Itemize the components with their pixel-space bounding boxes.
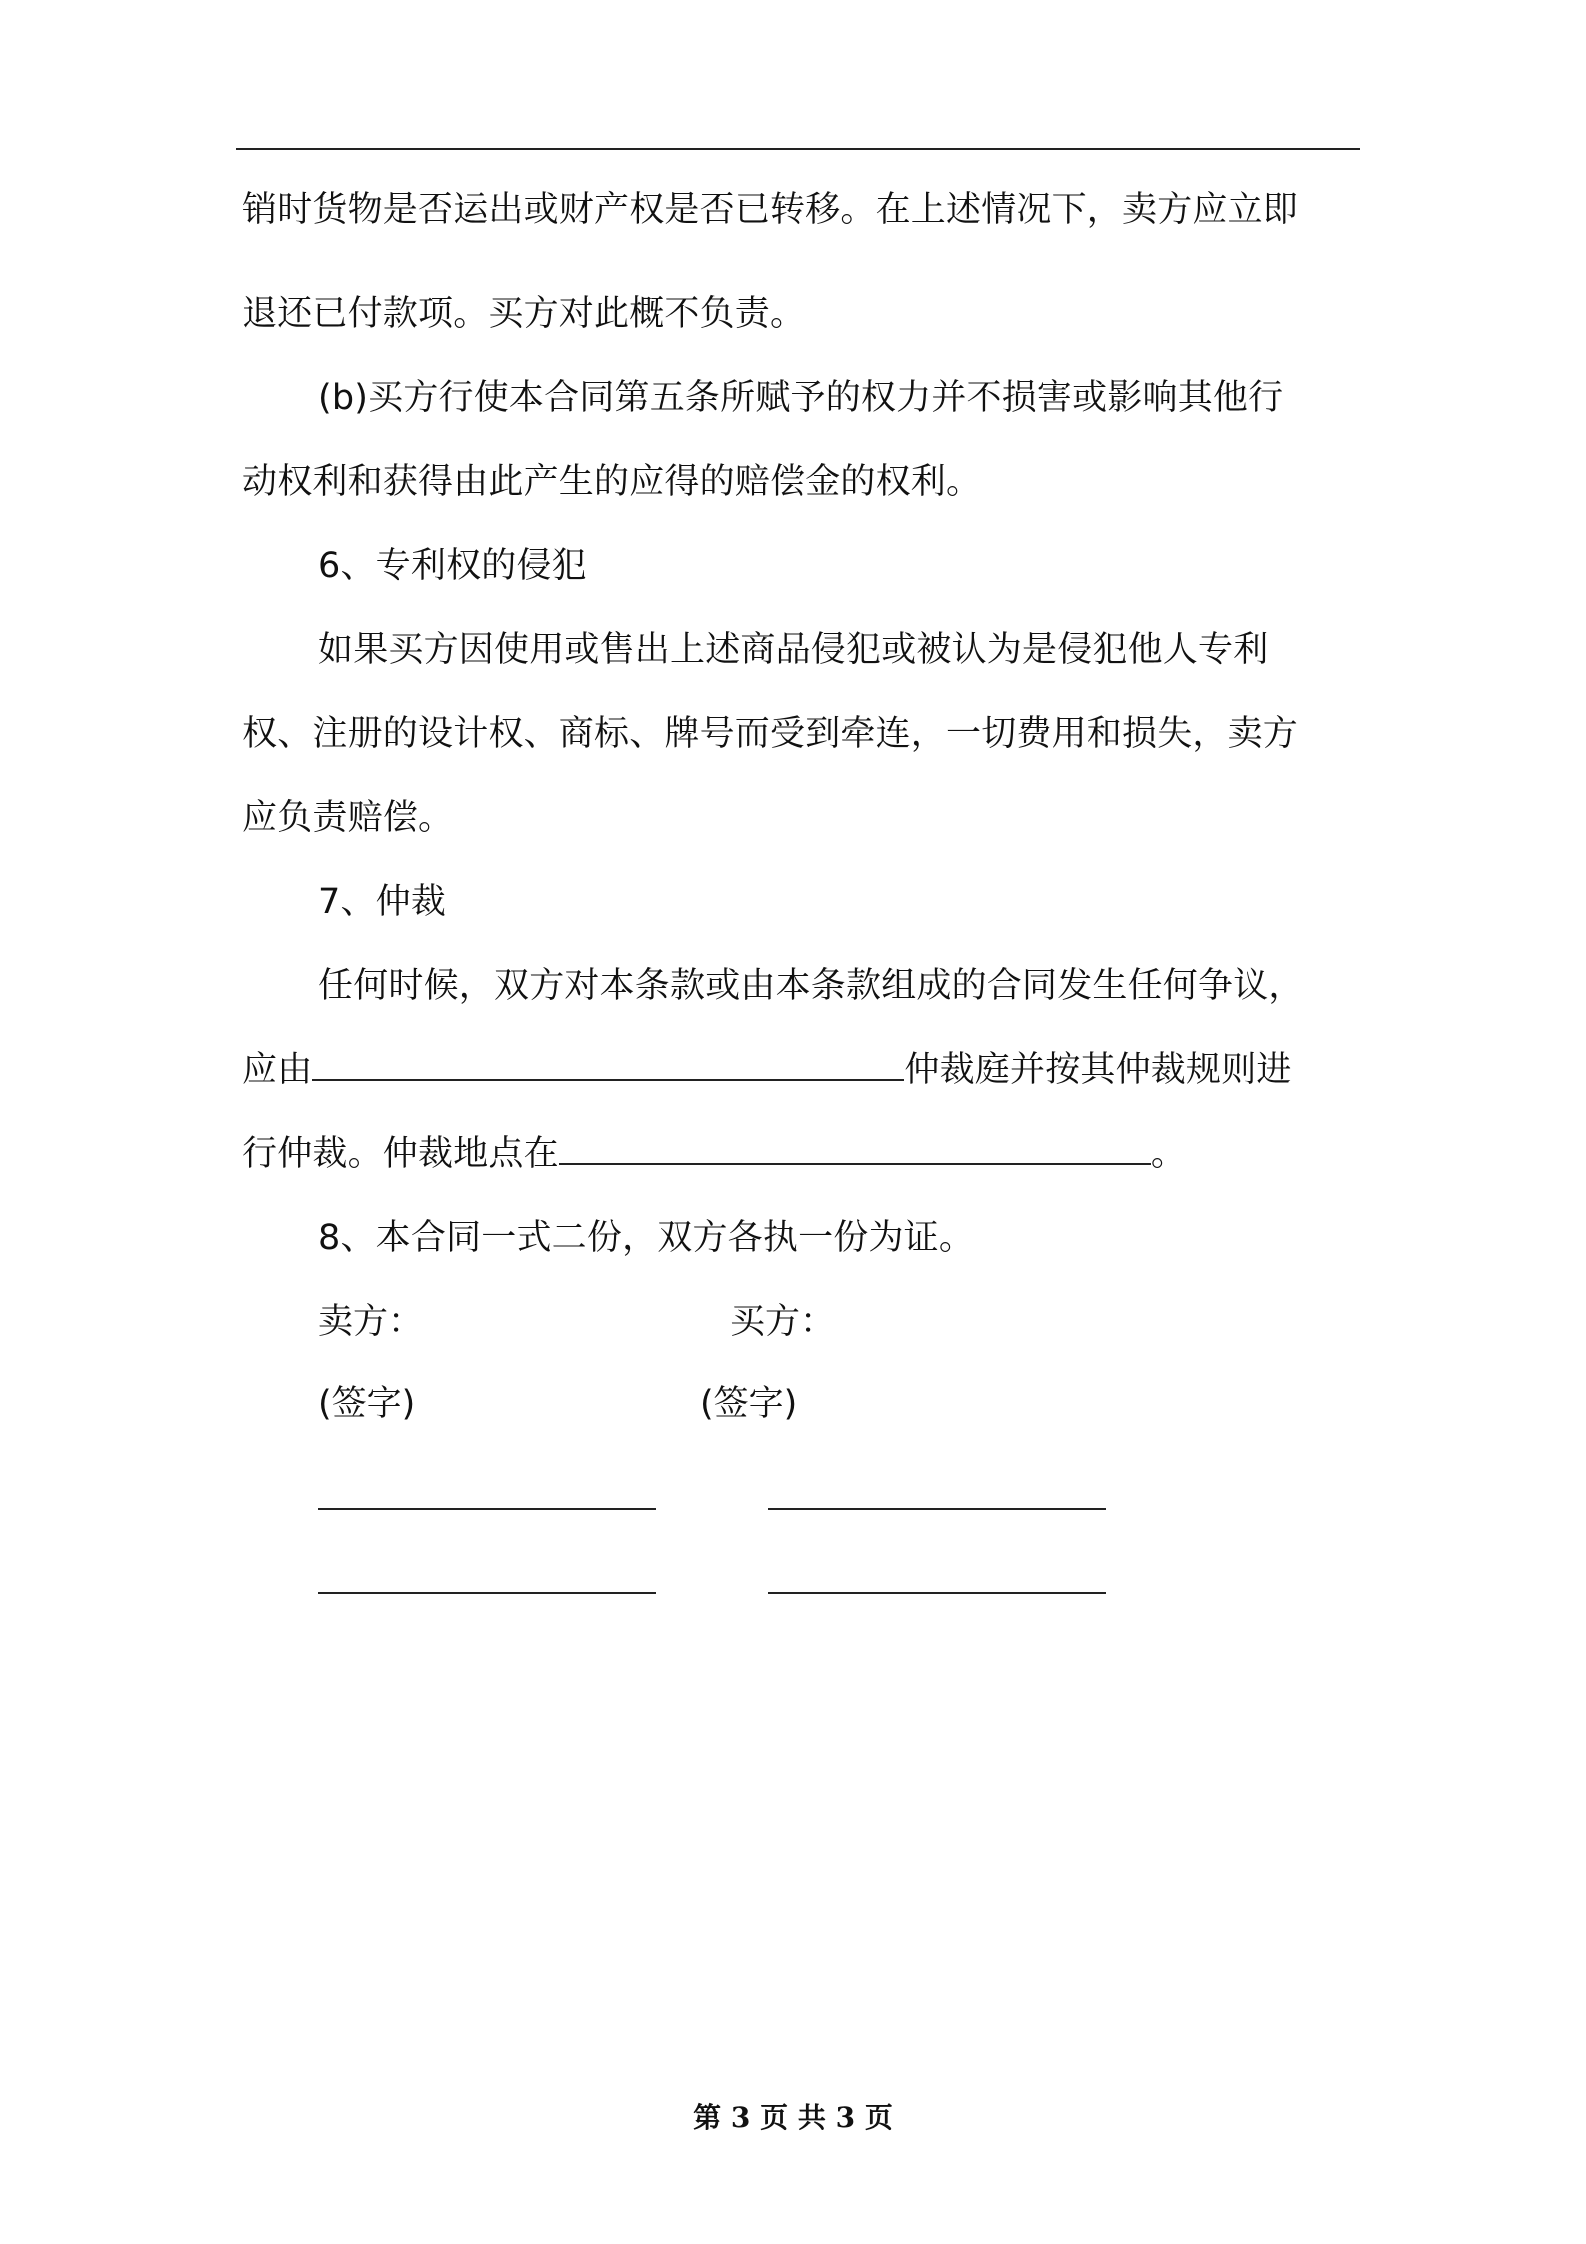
seller-label: 卖方： [318, 1302, 424, 1342]
arbitration-line [242, 1046, 1292, 1094]
paragraph-line: 动权利和获得由此产生的应得的赔偿金的权利。 [242, 462, 982, 502]
buyer-signature-note: (签字) [700, 1384, 798, 1424]
section-heading-arbitration: 7、仲裁 [318, 882, 447, 922]
page-indicator: 第 3 页 共 3 页 [693, 2101, 893, 2134]
paragraph-line: 销时货物是否运出或财产权是否已转移。在上述情况下，卖方应立即 [242, 190, 1299, 230]
buyer-label: 买方： [730, 1302, 836, 1342]
arbitration-place-suffix: 。 [1150, 1134, 1187, 1174]
paragraph-line: 8、本合同一式二份，双方各执一份为证。 [318, 1218, 975, 1258]
arbitration-place-prefix: 行仲裁。仲裁地点在 [242, 1134, 559, 1174]
arbitration-place-line [242, 1130, 1186, 1178]
paragraph-line: (b)买方行使本合同第五条所赋予的权力并不损害或影响其他行 [318, 378, 1284, 418]
seller-signature-note: (签字) [318, 1384, 416, 1424]
buyer-date-line[interactable] [768, 1592, 1106, 1594]
paragraph-line: 权、注册的设计权、商标、牌号而受到牵连，一切费用和损失，卖方 [242, 714, 1299, 754]
section-heading-patent: 6、专利权的侵犯 [318, 546, 587, 586]
paragraph-line: 应负责赔偿。 [242, 798, 454, 838]
paragraph-line: 退还已付款项。买方对此概不负责。 [242, 294, 806, 334]
header-rule [236, 148, 1360, 150]
arbitration-place-blank[interactable] [559, 1133, 1151, 1165]
paragraph-line: 任何时候，双方对本条款或由本条款组成的合同发生任何争议， [318, 966, 1304, 1006]
arbitration-court-blank[interactable] [312, 1049, 904, 1081]
paragraph-line: 如果买方因使用或售出上述商品侵犯或被认为是侵犯他人专利 [318, 630, 1269, 670]
buyer-signature-line[interactable] [768, 1508, 1106, 1510]
arbitration-suffix: 仲裁庭并按其仲裁规则进 [904, 1050, 1292, 1090]
seller-date-line[interactable] [318, 1592, 656, 1594]
seller-signature-line[interactable] [318, 1508, 656, 1510]
arbitration-prefix: 应由 [242, 1050, 313, 1090]
